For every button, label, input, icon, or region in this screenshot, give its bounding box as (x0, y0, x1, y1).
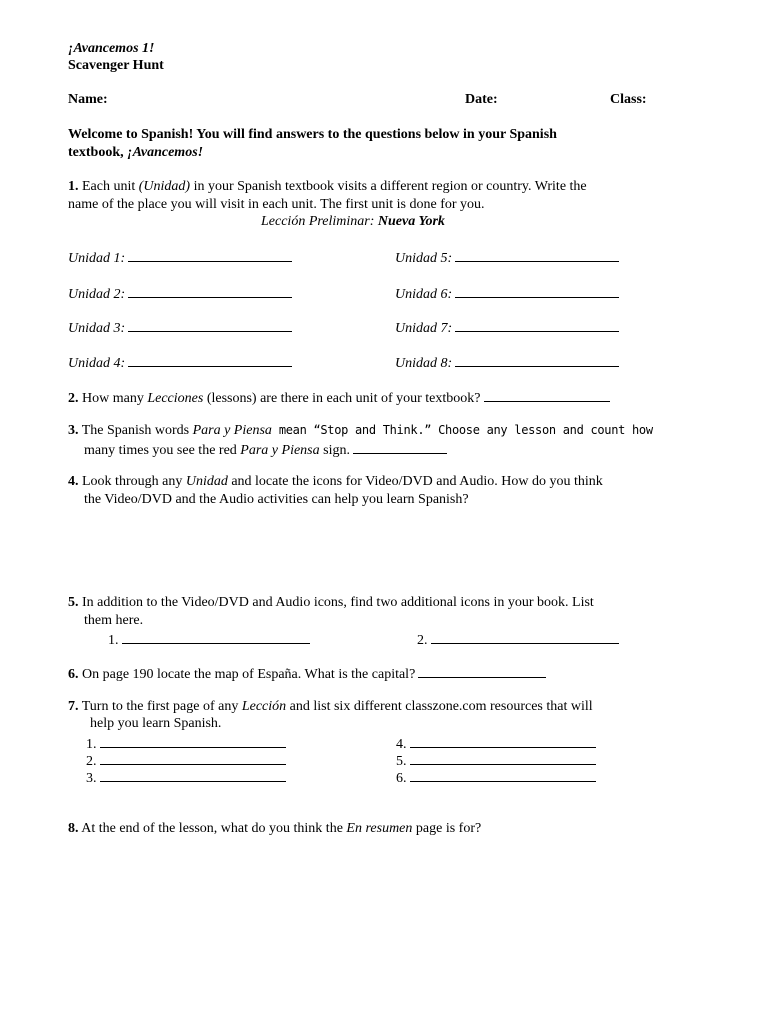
question-6-answer-line[interactable] (418, 663, 546, 678)
unit-4-answer-line[interactable] (128, 352, 292, 367)
unit-field: Unidad 5: (395, 247, 619, 268)
resource-item: 1. (86, 733, 286, 754)
question-1-line-2: name of the place you will visit in each unit. The first unit is done for you. (68, 197, 485, 212)
unit-field: Unidad 7: (395, 317, 619, 338)
resource-item: 5. (396, 750, 596, 771)
book-title: ¡Avancemos 1! (68, 41, 155, 56)
unit-field: Unidad 8: (395, 352, 619, 373)
question-2: 2. How many Lecciones (lessons) are there in each unit of your textbook? (68, 387, 610, 408)
question-3-line-1: 3. The Spanish words Para y Piensa mean “Stop and Think.” Choose any lesson and count how (68, 423, 653, 438)
class-label: Class: (610, 92, 647, 107)
resource-1-answer-line[interactable] (100, 733, 286, 748)
unit-6-answer-line[interactable] (455, 283, 619, 298)
question-7-line-1: 7. Turn to the first page of any Lección and list six different classzone.com resources that will (68, 699, 593, 714)
resource-item: 6. (396, 767, 596, 788)
question-1-example: Lección Preliminar: Nueva York (261, 214, 445, 229)
resource-2-answer-line[interactable] (100, 750, 286, 765)
resource-item: 4. (396, 733, 596, 754)
question-7-line-2: help you learn Spanish. (90, 716, 222, 731)
unit-field: Unidad 1: (68, 247, 292, 268)
question-4-line-1: 4. Look through any Unidad and locate the icons for Video/DVD and Audio. How do you think (68, 474, 603, 489)
resource-6-answer-line[interactable] (410, 767, 596, 782)
resource-item: 2. (86, 750, 286, 771)
resource-5-answer-line[interactable] (410, 750, 596, 765)
question-6: 6. On page 190 locate the map of España. What is the capital? (68, 663, 546, 684)
unit-3-answer-line[interactable] (128, 317, 292, 332)
unit-2-answer-line[interactable] (128, 283, 292, 298)
question-3-answer-line[interactable] (353, 439, 447, 454)
icon-1-answer-line[interactable] (122, 629, 310, 644)
unit-5-answer-line[interactable] (455, 247, 619, 262)
unit-7-answer-line[interactable] (455, 317, 619, 332)
resource-4-answer-line[interactable] (410, 733, 596, 748)
question-5-line-1: 5. In addition to the Video/DVD and Audio icons, find two additional icons in your book. List (68, 595, 594, 610)
question-8: 8. At the end of the lesson, what do you think the En resumen page is for? (68, 821, 482, 836)
question-3-line-2: many times you see the red Para y Piensa sign. (84, 439, 447, 460)
question-5-line-2: them here. (84, 613, 144, 628)
unit-field: Unidad 4: (68, 352, 292, 373)
question-1-line-1: 1. Each unit (Unidad) in your Spanish textbook visits a different region or country. Write the (68, 179, 587, 194)
date-label: Date: (465, 92, 498, 107)
resource-item: 3. (86, 767, 286, 788)
question-5-item-1: 1. (108, 629, 310, 650)
unit-field: Unidad 6: (395, 283, 619, 304)
question-5-item-2: 2. (417, 629, 619, 650)
resource-3-answer-line[interactable] (100, 767, 286, 782)
question-4-line-2: the Video/DVD and the Audio activities can help you learn Spanish? (84, 492, 469, 507)
unit-field: Unidad 3: (68, 317, 292, 338)
intro-line-2: textbook, ¡Avancemos! (68, 145, 204, 160)
intro-line-1: Welcome to Spanish! You will find answers to the questions below in your Spanish (68, 127, 557, 142)
icon-2-answer-line[interactable] (431, 629, 619, 644)
question-2-answer-line[interactable] (484, 387, 610, 402)
unit-1-answer-line[interactable] (128, 247, 292, 262)
name-label: Name: (68, 92, 108, 107)
sheet-title: Scavenger Hunt (68, 58, 164, 73)
unit-field: Unidad 2: (68, 283, 292, 304)
unit-8-answer-line[interactable] (455, 352, 619, 367)
